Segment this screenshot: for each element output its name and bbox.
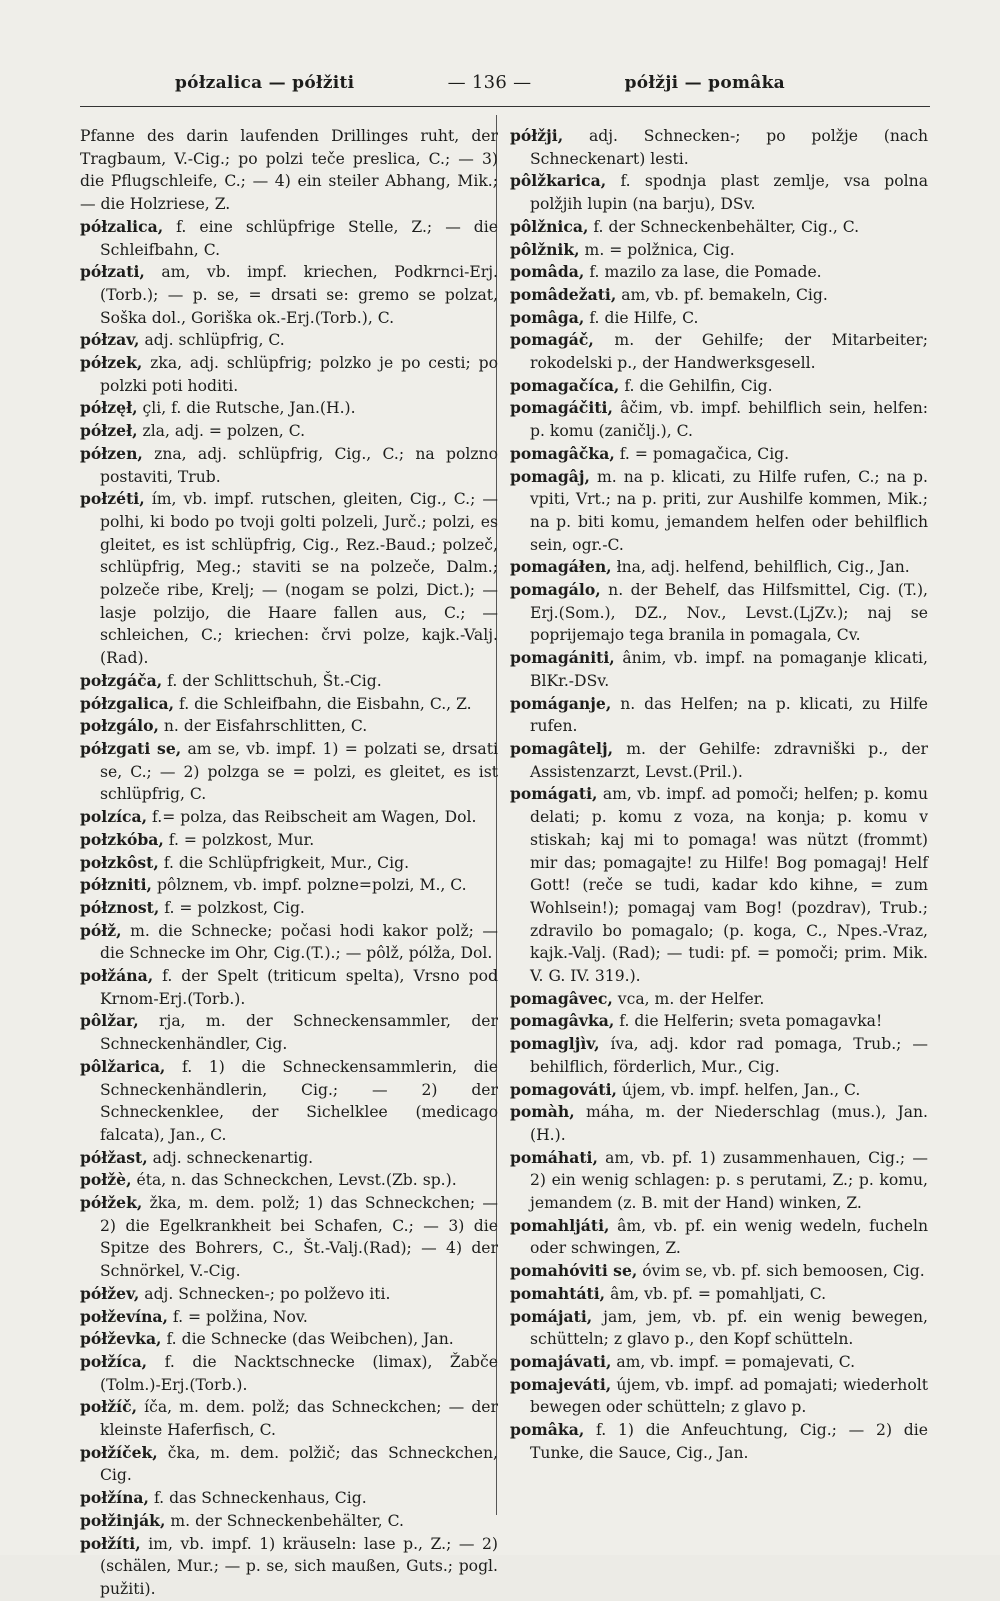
dictionary-entry [510,579,928,647]
entry-headword: półzniti, [80,875,152,895]
dictionary-entry [80,443,498,488]
dictionary-entry [510,1374,928,1419]
entry-definition: âčim, vb. impf. behilflich sein, helfen: p. komu (zaničlj.), C. [530,399,928,441]
entry-headword: półžek, [80,1193,143,1213]
entry-headword: połževína, [80,1306,168,1326]
header-rule [80,106,930,107]
entry-headword: pomájati, [510,1306,593,1326]
entry-definition: f. die Hilfe, C. [589,308,699,327]
entry-headword: połžíček, [80,1442,158,1462]
entry-definition: n. das Helfen; na p. klicati, zu Hilfe rufen. [530,694,928,736]
dictionary-entry [510,1147,928,1215]
dictionary-entry [510,1101,928,1146]
dictionary-entry [510,443,928,466]
dictionary-entry [80,738,498,806]
entry-headword: pomahtáti, [510,1283,606,1303]
dictionary-entry [510,125,928,170]
entry-headword: pomagljìv, [510,1034,600,1054]
entry-headword: pomagálo, [510,580,601,600]
dictionary-entry [510,738,928,783]
entry-headword: pomagâvec, [510,988,613,1008]
header-left-range: półzalica — półžiti [175,73,355,93]
entry-definition: f. = polzkost, Mur. [168,830,315,849]
entry-definition: âm, vb. pf. ein wenig wedeln, fucheln oder schwingen, Z. [530,1216,928,1258]
entry-headword: pomagâtelj, [510,738,614,758]
entry-headword: połzkóba, [80,829,164,849]
entry-headword: pôlžarica, [80,1056,166,1076]
dictionary-entry [510,239,928,262]
dictionary-entry [510,1260,928,1283]
entry-definition: f. der Schlittschuh, Št.-Cig. [167,671,382,690]
entry-headword: pomagâvka, [510,1011,615,1031]
dictionary-entry [510,466,928,557]
entry-headword: połzgálo, [80,716,159,736]
entry-definition: pôlznem, vb. impf. polzne=polzi, M., C. [156,876,467,895]
entry-definition: f. spodnja plast zemlje, vsa polna polžjih lupin (na barju), DSv. [530,172,928,214]
entry-definition: m. der Schneckenbehälter, C. [170,1511,404,1530]
entry-headword: połžíč, [80,1397,138,1417]
dictionary-entry [80,488,498,670]
entry-definition: am, vb. pf. bemakeln, Cig. [621,285,828,304]
entry-headword: pomagániti, [510,648,615,668]
entry-definition: zka, adj. schlüpfrig; polzko je po cesti; po polzki poti hoditi. [100,354,498,395]
dictionary-entry [80,693,498,716]
entry-definition: am, vb. impf. kriechen, Podkrnci-Erj. (Torb.); — p. se, = drsati se: gremo se polzat, Soška dol., Goriška ok.-Erj.(Torb.), C. [100,263,498,327]
entry-headword: polzíca, [80,807,148,827]
dictionary-entry [80,1351,498,1396]
entry-definition: çli, f. die Rutsche, Jan.(H.). [142,399,356,418]
entry-definition: łna, adj. helfend, behilflich, Cig., Jan. [616,558,910,577]
dictionary-entry [80,965,498,1010]
dictionary-entry [80,1010,498,1055]
entry-headword: połžíca, [80,1351,148,1371]
page-header [175,72,785,93]
dictionary-entry [80,216,498,261]
entry-headword: połžína, [80,1488,149,1508]
entry-definition: f. 1) die Schneckensammlerin, die Schneckenhändlerin, Cig.; — 2) der Schneckenklee, der Sichelklee (medicago falcata), Jan., C. [100,1057,498,1144]
dictionary-entry [80,806,498,829]
entry-headword: połžána, [80,966,154,986]
dictionary-entry [80,352,498,397]
entry-definition: f. die Nacktschnecke (limax), Žabče (Tolm.)-Erj.(Torb.). [100,1352,498,1394]
entry-headword: pomajeváti, [510,1374,612,1394]
dictionary-entry [510,216,928,239]
dictionary-entry [510,1306,928,1351]
entry-headword: półzeł, [80,421,138,441]
dictionary-entry [510,329,928,374]
entry-definition: f. das Schneckenhaus, Cig. [153,1489,367,1508]
dictionary-entry [510,647,928,692]
entry-definition: f.= polza, das Reibscheit am Wagen, Dol. [152,808,477,827]
entry-definition: m. die Schnecke; počasi hodi kakor polž; — die Schnecke im Ohr, Cig.(T.).; — pôlž, pólža, Dol. [100,921,498,963]
dictionary-entry [80,420,498,443]
entry-definition: f. die Schnecke (das Weibchen), Jan. [166,1330,454,1349]
entry-headword: pomagáčiti, [510,398,613,418]
dictionary-entry [510,1283,928,1306]
entry-headword: połžíti, [80,1533,141,1553]
entry-headword: połzkôst, [80,852,159,872]
entry-definition: máha, m. der Niederschlag (mus.), Jan. (H.). [530,1103,928,1144]
entry-headword: pomagačíca, [510,375,620,395]
dictionary-entry [510,397,928,442]
header-right-range: półžji — pomâka [624,73,785,93]
entry-definition: vca, m. der Helfer. [617,989,765,1008]
entry-definition: íča, m. dem. polž; das Schneckchen; — der kleinste Haferfisch, C. [100,1398,498,1440]
entry-headword: pomáganje, [510,693,612,713]
entry-headword: półževka, [80,1329,162,1349]
entry-definition: am, vb. impf. ad pomoči; helfen; p. komu delati; p. komu z voza, na konja; p. komu v stiskah; kaj mi to pomaga! was nützt (frommt) mir das; pomagajte! zu Hilfe! Bog pomagaj! Helf Gott! (reče se tudi, kadar kdo kihne, = zum Wohlsein!); pomagaj vam Bog! (pozdrav), Trub.; zdravilo bo pomagalo; (p. koga, C., Npes.-Vraz, kajk.-Valj. (Rad); — tudi: pf. = pomoči; prim. Mik. V. G. IV. 319.). [530,785,928,986]
dictionary-entry [510,375,928,398]
dictionary-entry [510,1033,928,1078]
entry-definition: m. der Gehilfe: zdravniški p., der Assistenzarzt, Levst.(Pril.). [530,739,928,781]
entry-headword: półzęł, [80,398,138,418]
entry-definition: f. = pomagačica, Cig. [619,444,790,463]
entry-headword: półzgalica, [80,693,175,713]
dictionary-entry [510,1079,928,1102]
dictionary-entry [510,1215,928,1260]
dictionary-entry [80,329,498,352]
entry-headword: pomâka, [510,1420,585,1440]
entry-headword: półžast, [80,1147,148,1167]
entry-definition: f. die Schlüpfrigkeit, Mur., Cig. [163,853,410,872]
entry-headword: półzek, [80,353,143,373]
dictionary-entry [80,920,498,965]
entry-definition: m. = polžnica, Cig. [584,240,735,259]
entry-headword: pomajávati, [510,1351,612,1371]
dictionary-entry [80,1510,498,1533]
entry-headword: półzen, [80,443,143,463]
entry-definition: zla, adj. = polzen, C. [142,422,306,441]
entry-headword: półzati, [80,262,145,282]
entry-headword: półž, [80,920,122,940]
entry-headword: pôlžkarica, [510,171,607,191]
entry-headword: pôlžar, [80,1011,139,1031]
page-number: — 136 — [447,72,532,93]
entry-definition: f. = polzkost, Cig. [164,898,305,917]
dictionary-entry [510,1010,928,1033]
entry-headword: pôlžnik, [510,239,580,259]
entry-headword: półznost, [80,897,160,917]
entry-headword: pomáhati, [510,1147,598,1167]
dictionary-entry [80,1056,498,1147]
entry-definition: f. 1) die Anfeuchtung, Cig.; — 2) die Tunke, die Sauce, Cig., Jan. [530,1421,928,1462]
dictionary-entry [510,988,928,1011]
dictionary-entry [80,670,498,693]
entry-definition: Pfanne des darin laufenden Drillinges ruht, der Tragbaum, V.-Cig.; po polzi teče preslica, C.; — 3) die Pflugschleife, C.; — 4) ein steiler Abhang, Mik.; — die Holzriese, Z. [80,127,498,214]
entry-headword: półzgati se, [80,738,182,758]
entry-definition: íva, adj. kdor rad pomaga, Trub.; — behilflich, förderlich, Mur., Cig. [530,1035,928,1076]
left-column [80,125,498,1601]
entry-headword: półzalica, [80,216,164,236]
entry-definition: rja, m. der Schneckensammler, der Schneckenhändler, Cig. [100,1012,498,1054]
entry-headword: pomâda, [510,262,585,282]
entry-definition: újem, vb. impf. ad pomajati; wiederholt bewegen oder schütteln; z glavo p. [530,1375,928,1417]
entry-headword: połžinják, [80,1510,166,1530]
entry-headword: półzav, [80,330,140,350]
entry-definition: čka, m. dem. polžič; das Schneckchen, Cig. [100,1443,498,1485]
entry-headword: pôlžnica, [510,216,589,236]
dictionary-entry [80,1283,498,1306]
entry-definition: m. na p. klicati, zu Hilfe rufen, C.; na p. vpiti, Vrt.; na p. priti, zur Aushilfe kommen, Mik.; na p. biti komu, jemandem helfen oder behilflich sein, ogr.-C. [530,467,928,554]
dictionary-entry [80,1147,498,1170]
entry-definition: f. die Schleifbahn, die Eisbahn, C., Z. [179,694,472,713]
dictionary-entry [510,284,928,307]
dictionary-entry [80,1328,498,1351]
entry-definition: f. eine schlüpfrige Stelle, Z.; — die Schleifbahn, C. [100,217,498,259]
dictionary-entry [80,829,498,852]
entry-definition: adj. schlüpfrig, C. [144,331,285,350]
entry-headword: pomahljáti, [510,1215,610,1235]
entry-definition: am, vb. pf. 1) zusammenhauen, Cig.; — 2) ein wenig schlagen: p. s perutami, Z.; p. komu, jemandem (z. B. mit der Hand) winken, Z. [530,1148,928,1213]
dictionary-entry [80,125,498,216]
dictionary-entry [80,1487,498,1510]
dictionary-entry [80,874,498,897]
dictionary-entry [510,693,928,738]
entry-headword: połzéti, [80,489,145,509]
entry-definition: zna, adj. schlüpfrig, Cig., C.; na polzno postaviti, Trub. [100,444,498,486]
entry-definition: adj. Schnecken-; po polževo iti. [144,1284,391,1303]
entry-definition: f. die Helferin; sveta pomagavka! [619,1012,883,1031]
dictionary-entry [80,897,498,920]
entry-definition: újem, vb. impf. helfen, Jan., C. [621,1080,861,1099]
dictionary-entry [80,261,498,329]
dictionary-entry [80,1396,498,1441]
entry-headword: pomagováti, [510,1079,617,1099]
dictionary-entry [510,170,928,215]
entry-headword: pomágati, [510,784,598,804]
entry-definition: žka, m. dem. polž; 1) das Schneckchen; — 2) die Egelkrankheit bei Schafen, C.; — 3) die Spitze des Bohrers, C., Št.-Valj.(Rad); — 4) der Schnörkel, V.-Cig. [100,1194,498,1281]
dictionary-entry [510,1419,928,1464]
entry-headword: połžè, [80,1170,132,1190]
entry-definition: f. der Spelt (triticum spelta), Vrsno pod Krnom-Erj.(Torb.). [100,967,498,1008]
entry-definition: éta, n. das Schneckchen, Levst.(Zb. sp.). [136,1171,457,1190]
entry-headword: pomagâj, [510,466,590,486]
right-column [510,125,928,1464]
entry-headword: połzgáča, [80,670,163,690]
entry-definition: f. = polžina, Nov. [172,1307,308,1326]
entry-definition: adj. schneckenartig. [152,1148,314,1167]
dictionary-entry [80,1533,498,1601]
dictionary-entry [80,397,498,420]
entry-definition: n. der Eisfahrschlitten, C. [163,717,368,736]
entry-definition: n. der Behelf, das Hilfsmittel, Cig. (T.), Erj.(Som.), DZ., Nov., Levst.(LjZv.); naj se poprijemajo tega branila in pomagala, Cv. [530,581,928,645]
entry-headword: pomagáč, [510,330,594,350]
dictionary-entry [80,852,498,875]
entry-definition: am se, vb. impf. 1) = polzati se, drsati se, C.; — 2) polzga se = polzi, es gleitet, es ist schlüpfrig, C. [100,739,498,804]
dictionary-entry [80,1306,498,1329]
dictionary-entry [510,1351,928,1374]
entry-headword: pomagáłen, [510,557,612,577]
dictionary-entry [510,783,928,987]
entry-definition: óvim se, vb. pf. sich bemoosen, Cig. [642,1262,925,1281]
entry-definition: f. die Gehilfin, Cig. [624,376,773,395]
entry-definition: im, vb. impf. 1) kräuseln: lase p., Z.; — 2) (schälen, Mur.; — p. se, sich maußen, Guts.; pogl. pužiti). [100,1534,498,1598]
entry-definition: f. mazilo za lase, die Pomade. [589,263,822,282]
entry-definition: adj. Schnecken-; po polžje (nach Schneckenart) lesti. [530,127,928,168]
dictionary-entry [80,1169,498,1192]
entry-headword: półžji, [510,126,564,145]
entry-headword: pomàh, [510,1102,575,1122]
entry-definition: ânim, vb. impf. na pomaganje klicati, BlKr.-DSv. [530,649,929,690]
entry-headword: pomahóviti se, [510,1261,638,1281]
entry-definition: m. der Gehilfe; der Mitarbeiter; rokodelski p., der Handwerksgesell. [530,331,928,373]
entry-headword: pomâdežati, [510,284,617,304]
dictionary-entry [80,1442,498,1487]
entry-headword: pomâga, [510,307,585,327]
entry-definition: am, vb. impf. = pomajevati, C. [616,1352,856,1371]
dictionary-entry [510,261,928,284]
entry-definition: ím, vb. impf. rutschen, gleiten, Cig., C.; — polhi, ki bodo po tvoji golti polzeli, Jurč.; polzi, es gleitet, es ist schlüpfrig, Cig., Rez.-Baud.; polzeč, schlüpfrig, Meg.; staviti se na polzeče, Dalm.; polzeče ribe, Krelj; — (nogam se polzi, Dict.); — lasje polzijo, die Haare fallen aus, C.; — schleichen, C.; kriechen: črvi polze, kajk.-Valj.(Rad). [100,490,498,668]
entry-definition: f. der Schneckenbehälter, Cig., C. [593,217,860,236]
entry-definition: jam, jem, vb. pf. ein wenig bewegen, schütteln; z glavo p., den Kopf schütteln. [530,1307,928,1349]
entry-headword: półžev, [80,1283,140,1303]
dictionary-entry [80,715,498,738]
entry-definition: âm, vb. pf. = pomahljati, C. [610,1284,827,1303]
dictionary-entry [80,1192,498,1283]
entry-headword: pomagâčka, [510,443,615,463]
dictionary-entry [510,556,928,579]
dictionary-entry [510,307,928,330]
